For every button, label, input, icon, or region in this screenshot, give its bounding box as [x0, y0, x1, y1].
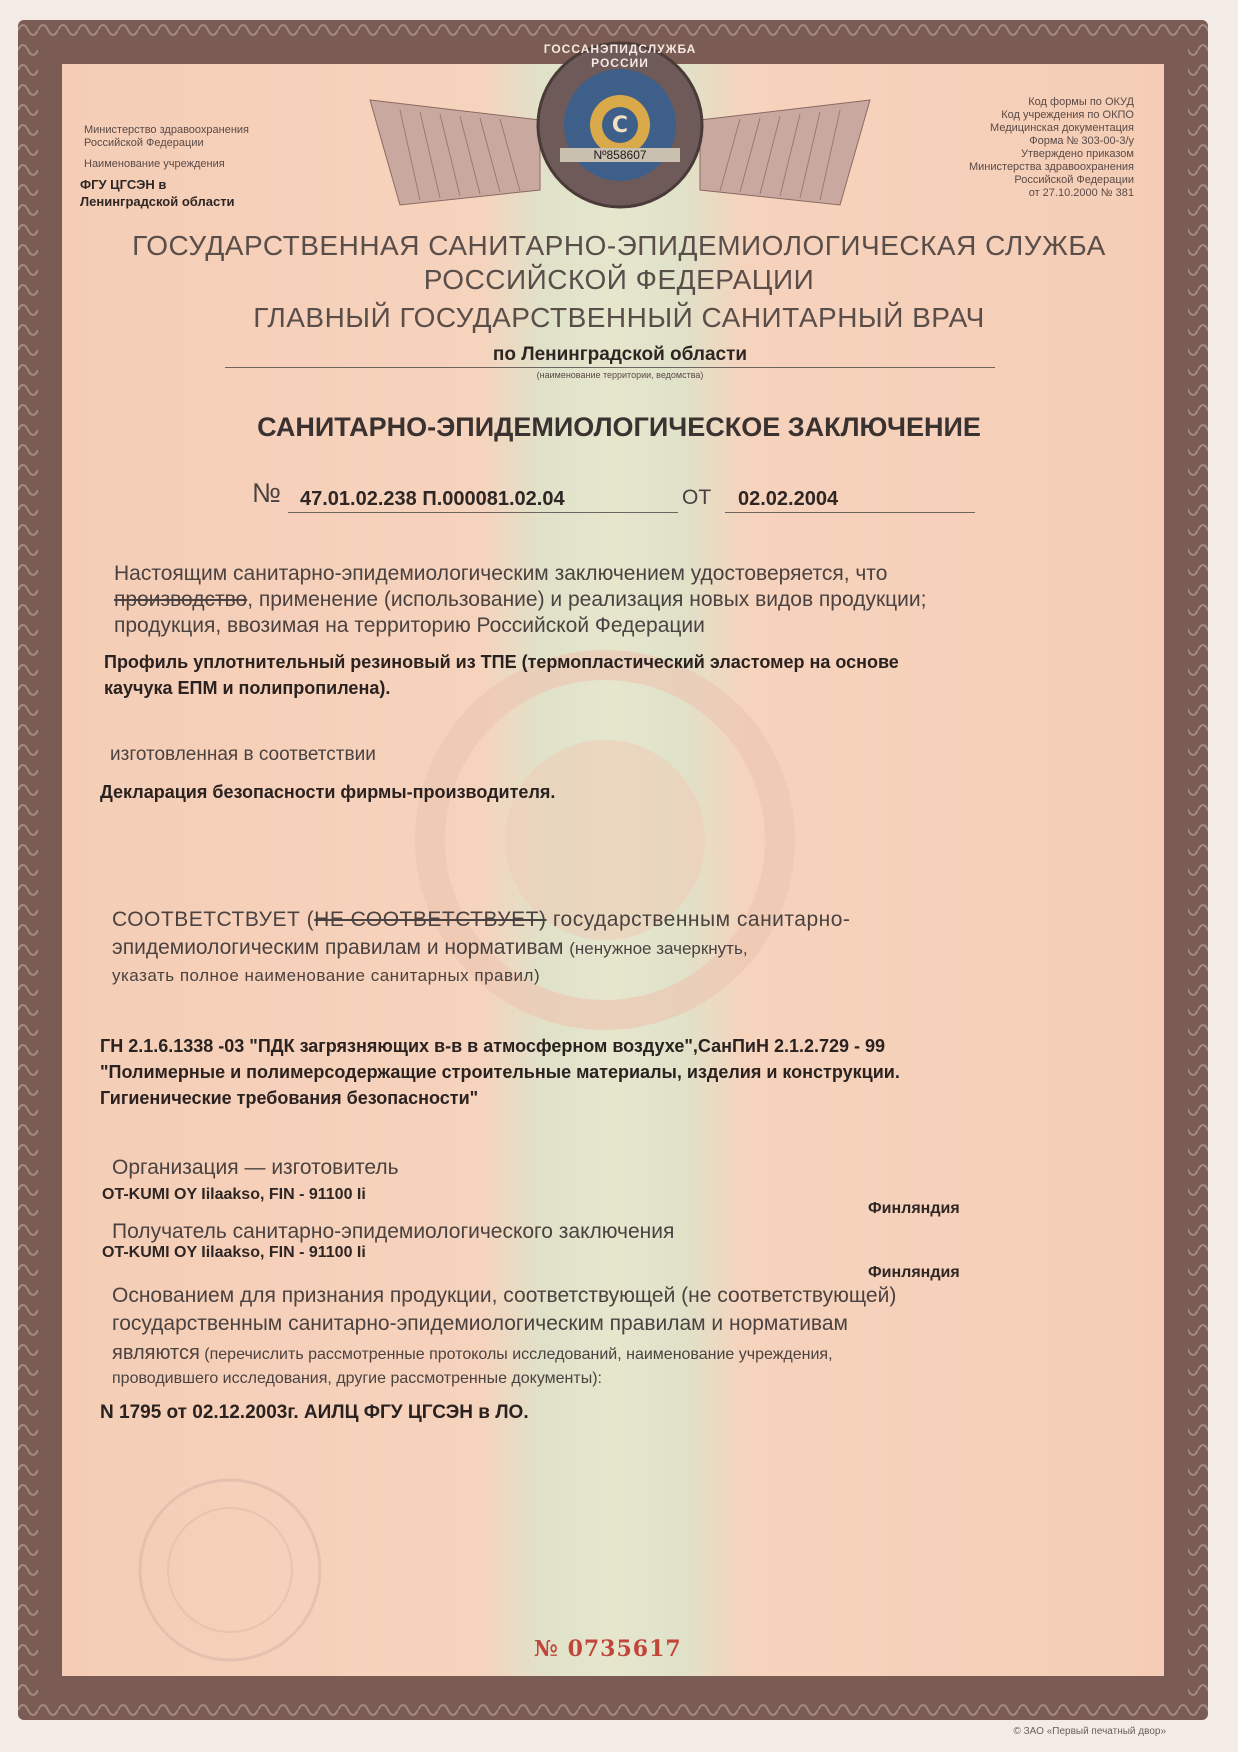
conformity-line2-text: эпидемиологическим правилам и нормативам [112, 936, 564, 959]
basis-line1: Основанием для признания продукции, соответствующей (не соответствующей) [112, 1284, 897, 1307]
intro-struck-word: производство [114, 588, 248, 611]
institution-name-line2: Ленинградской области [80, 194, 235, 209]
service-title-line1: ГОСУДАРСТВЕННАЯ САНИТАРНО-ЭПИДЕМИОЛОГИЧЕСКАЯ СЛУЖБА [132, 230, 1106, 261]
ministry-label: Министерство здравоохранения Российской Федерации [84, 124, 249, 149]
rules-line1: ГН 2.1.6.1338 -03 "ПДК загрязняющих в-в в атмосферном воздухе",СанПиН 2.1.2.729 - 99 [100, 1036, 886, 1056]
product-line2: каучука ЕПМ и полипропилена). [104, 678, 391, 698]
intro-line3: продукция, ввозимая на территорию Российской Федерации [114, 614, 705, 637]
emblem-text: ГОССАНЭПИДСЛУЖБА РОССИИ [543, 42, 697, 70]
service-title-line2: РОССИЙСКОЙ ФЕДЕРАЦИИ [423, 264, 815, 295]
emblem-serial: Nº858607 [560, 148, 680, 162]
institution-name-line1: ФГУ ЦГСЭН в [80, 177, 167, 192]
intro-line2-text: , применение (использование) и реализация новых видов продукции; [247, 588, 927, 611]
number-underline [288, 512, 678, 513]
recipient-label: Получатель санитарно-эпидемиологического заключения [112, 1220, 675, 1243]
rules-line2: "Полимерные и полимерсодержащие строительные материалы, изделия и конструкции. [100, 1062, 900, 1082]
svg-text:С: С [611, 113, 629, 138]
form-code-line: Код учреждения по ОКПО [1001, 109, 1134, 121]
certificate-date: 02.02.2004 [738, 488, 839, 510]
basis-line4: проводившего исследования, другие рассмотренные документы): [112, 1370, 602, 1387]
basis-line3-label: являются [112, 1342, 200, 1364]
number-prefix: № [252, 478, 281, 508]
form-code-line: Форма № 303-00-3/у [1029, 135, 1134, 147]
conformity-note: (ненужное зачеркнуть, [569, 939, 748, 958]
form-code-line: от 27.10.2000 № 381 [1028, 187, 1134, 199]
product-line1: Профиль уплотнительный резиновый из ТПЕ (термопластический эластомер на основе [104, 652, 899, 672]
form-code-line: Код формы по ОКУД [1028, 96, 1134, 108]
conformity-line3: указать полное наименование санитарных правил) [112, 966, 541, 985]
manufacturer-name: OT-KUMI OY Iilaakso, FIN - 91100 Ii [102, 1186, 366, 1203]
conformity-word: СООТВЕТСТВУЕТ ( [112, 908, 315, 931]
printer-credit: © ЗАО «Первый печатный двор» [1013, 1726, 1166, 1737]
form-code-line: Медицинская документация [990, 122, 1134, 134]
recipient-name: OT-KUMI OY Iilaakso, FIN - 91100 Ii [102, 1244, 366, 1261]
conformity-struck: НЕ СООТВЕТСТВУЕТ) [314, 908, 547, 931]
date-underline [725, 512, 975, 513]
form-code-block [969, 96, 1134, 200]
manufacturer-label: Организация — изготовитель [112, 1156, 399, 1179]
basis-line3 [112, 1342, 833, 1365]
region-underline [225, 367, 995, 368]
region-name: по Ленинградской области [492, 344, 748, 365]
recipient-country: Финляндия [868, 1264, 960, 1281]
faint-stamp [120, 1470, 340, 1670]
service-title-line3: ГЛАВНЫЙ ГОСУДАРСТВЕННЫЙ САНИТАРНЫЙ ВРАЧ [253, 302, 985, 333]
conformity-line1 [112, 908, 850, 932]
made-in-accordance-label: изготовленная в соответствии [110, 744, 376, 765]
document-title: САНИТАРНО-ЭПИДЕМИОЛОГИЧЕСКОЕ ЗАКЛЮЧЕНИЕ [257, 412, 981, 442]
basis-line2: государственным санитарно-эпидемиологическим правилам и нормативам [112, 1312, 848, 1335]
form-code-line: Утверждено приказом [1021, 148, 1134, 160]
date-prefix: ОТ [682, 486, 712, 509]
basis-value: N 1795 от 02.12.2003г. АИЛЦ ФГУ ЦГСЭН в ЛО. [100, 1402, 529, 1423]
form-code-line: Российской Федерации [1014, 174, 1134, 186]
institution-caption: Наименование учреждения [84, 158, 225, 170]
rules-line3: Гигиенические требования безопасности" [100, 1088, 479, 1108]
conformity-line1-text: государственным санитарно- [552, 908, 851, 931]
intro-line2 [114, 588, 926, 612]
declaration-text: Декларация безопасности фирмы-производителя. [100, 782, 556, 802]
manufacturer-country: Финляндия [868, 1200, 960, 1217]
certificate-number: 47.01.02.238 П.000081.02.04 [300, 488, 565, 510]
intro-line1: Настоящим санитарно-эпидемиологическим заключением удостоверяется, что [114, 562, 888, 585]
form-code-line: Министерства здравоохранения [969, 161, 1134, 173]
basis-line3-note: (перечислить рассмотренные протоколы исследований, наименование учреждения, [204, 1346, 833, 1363]
blank-serial-number: № 0735617 [534, 1636, 682, 1662]
region-caption: (наименование территории, ведомства) [536, 370, 704, 380]
conformity-line2 [112, 936, 748, 960]
